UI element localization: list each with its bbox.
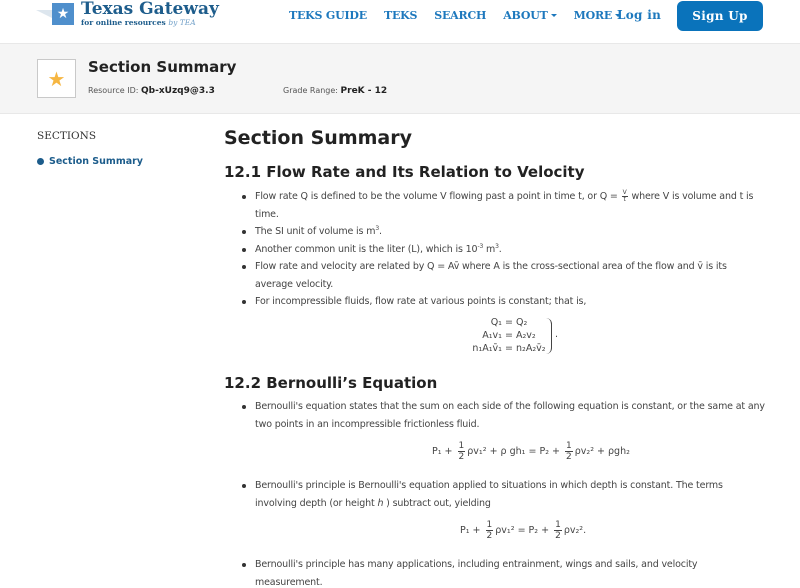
- signup-button[interactable]: Sign Up: [677, 1, 763, 31]
- fraction: $\frac{1}{2}$: [555, 520, 561, 541]
- list-item: Flow rate and velocity are related by Q = Av̄ where A is the cross-sectional area of the flow and v̄ is its average velocity.: [255, 258, 765, 293]
- section-12-2-bullets-a: [255, 398, 765, 433]
- list-item: Bernoulli's equation states that the sum on each side of the following equation is constant, or the same at any two points in an incompressible frictionless fluid.: [255, 398, 765, 433]
- list-item: Bernoulli's principle is Bernoulli's equation applied to situations in which depth is constant. The terms involving depth (or height h ) subtract out, yielding: [255, 477, 765, 512]
- star-icon: ★: [37, 59, 76, 98]
- resource-header-band: [0, 43, 800, 114]
- list-item: The SI unit of volume is $m^3$.: [255, 223, 765, 241]
- resource-id-value: Qb-xUzq9@3.3: [141, 86, 215, 96]
- sections-heading: SECTIONS: [37, 130, 97, 142]
- fraction: $\frac{1}{2}$: [566, 441, 572, 462]
- page-title: Section Summary: [224, 127, 413, 149]
- fraction: $\frac{1}{2}$: [486, 520, 493, 541]
- section-12-2-bullets-b: [255, 477, 765, 512]
- bernoulli-equation: P₁ + $\frac{1}{2}$ ρv₁² + ρ gh₁ = P₂ + $\frac{1}{2}$ ρv₂² + ρgh₂: [432, 441, 630, 462]
- nav-teks-guide[interactable]: TEKS GUIDE: [289, 9, 367, 22]
- logo-text: [81, 0, 219, 27]
- logo-title: Texas Gateway: [81, 0, 219, 19]
- right-brace-icon: [544, 318, 552, 354]
- nav-more-dropdown[interactable]: MORE: [574, 9, 621, 22]
- main-nav: [289, 9, 638, 22]
- grade-range: Grade Range: PreK - 12: [283, 86, 388, 96]
- list-item: For incompressible fluids, flow rate at various points is constant; that is,: [255, 293, 765, 311]
- list-item: Another common unit is the liter (L), which is $10^{-3}$ $m^3$.: [255, 241, 765, 259]
- section-heading-12-2: 12.2 Bernoulli’s Equation: [224, 374, 438, 392]
- list-item: Bernoulli's principle has many applications, including entrainment, wings and sails, and velocity measurement.: [255, 556, 765, 588]
- logo-subtitle: for online resources by TEA: [81, 18, 196, 27]
- login-link[interactable]: Log in: [617, 8, 662, 22]
- nav-teks[interactable]: TEKS: [383, 9, 418, 22]
- resource-id: Resource ID: Qb-xUzq9@3.3: [88, 86, 215, 96]
- sidebar-item-section-summary[interactable]: Section Summary: [37, 156, 143, 167]
- star-icon: ★: [52, 3, 74, 25]
- caret-down-icon: [551, 14, 557, 17]
- nav-search[interactable]: SEARCH: [434, 9, 487, 22]
- resource-title: Section Summary: [88, 58, 237, 76]
- continuity-equation: Q₁ = Q₂ A₁v₁ = A₂v₂ n₁A₁v̄₁ = n₂A₂v̄₂ .: [472, 317, 559, 354]
- section-12-1-bullets: [255, 188, 765, 311]
- fraction: $\frac{1}{2}$: [458, 441, 465, 462]
- bernoulli-principle-equation: P₁ + $\frac{1}{2}$ ρv₁² = P₂ + $\frac{1}{2}$ ρv₂².: [460, 520, 587, 541]
- active-bullet-icon: [37, 158, 44, 165]
- nav-about-dropdown[interactable]: ABOUT: [503, 9, 556, 22]
- section-12-2-bullets-c: [255, 556, 765, 588]
- main-content: [224, 125, 769, 588]
- logo-by-tea: by TEA: [168, 18, 196, 27]
- fraction: $\frac{V}{t}$: [622, 189, 627, 203]
- section-heading-12-1: 12.1 Flow Rate and Its Relation to Velocity: [224, 163, 585, 181]
- grade-range-value: PreK - 12: [340, 86, 388, 96]
- top-navigation-bar: [0, 0, 800, 33]
- list-item: Flow rate Q is defined to be the volume V flowing past a point in time t, or Q = $\frac{V}{t}$ where V is volume and t is time.: [255, 188, 765, 223]
